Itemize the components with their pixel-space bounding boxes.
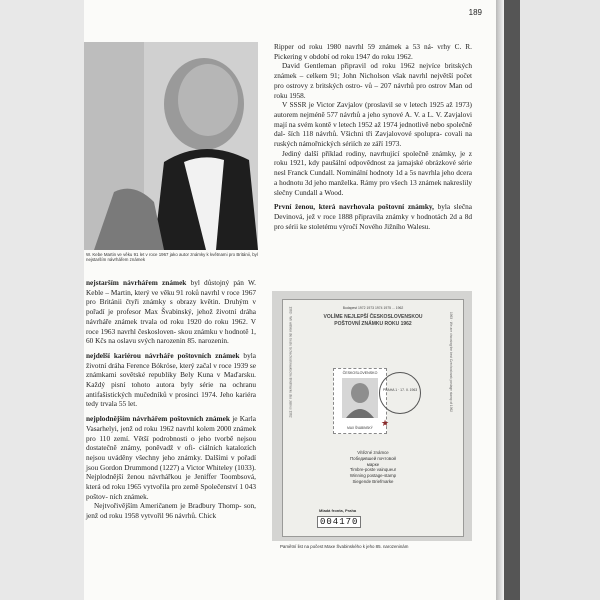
left-column-text	[86, 278, 256, 521]
elderly-man-portrait-image	[84, 42, 258, 250]
paragraph-gentleman: David Gentleman připravil od roku 1962 nejvíce britských známek – celkem 91; John Nicholson však navrhl největší počet pro ostrovy z britských ostro- vů – 207 návrhů pro ostrov Man od roku 1958.	[274, 61, 472, 100]
paragraph-longest-career: nejdelší kariérou návrháře poštovních známek byla životní dráha Ference Bókróse, který začal v roce 1939 se známkami sovětské republiky Bely Kuna v Maďarsku. Každý pisní tohoto autora byly série na ochranu antifašistických mučedníků v prosinci 1974. Jeho kariéra tedy trvala 55 let.	[86, 350, 256, 409]
paragraph-most-prolific: nejplodnějším návrhářem poštovních známek je Karla Vasarhelyi, jenž od roku 1962 navrhl kolem 2000 známek pro 110 zemí. Větší podrobnosti o jeho tvorbě nejsou dostatečně známy, poněvadž v ofi- ciálních katalozích nejsou uváděny všechny jeho známky. Dalšími v pořadí jsou Gordon Drummond (1227) a Victor Whiteley (1033). Nejplodnější ženou návrhářkou je Jeniffer Toombsová, která od roku 1965 vytvořila pro země Společenství 1 043 poštov- ních známek.	[86, 414, 256, 501]
book-spine-shadow	[496, 0, 504, 600]
photo-caption: W. Kebe Martin ve věku 91 let v roce 1967 jako autor známky k květnami pro Británii, byl nejstarším návrhářem známek	[86, 252, 258, 263]
paragraph-oldest-designer: nejstarším návrhářem známek byl důstojný pán W. Keble – Martin, který ve věku 91 roků navrhl v roce 1967 pro Británii čtyři známky s obrazy květin. Druhým v pořadí je profesor Max Švabinský, jehož životní dráha návrháře známek trvala od roku 1920 do roku 1962. V roce 1963 navrhl českosloven- skou známku v hodnotě 1, 60 Kčs na oslavu svých narozenin 85. narozenin.	[86, 278, 257, 346]
star-icon: ★	[381, 418, 390, 428]
commemorative-sheet	[282, 299, 464, 537]
paragraph-zavjalov: V SSSR je Victor Zavjalov (proslavil se v letech 1925 až 1973) autorem nejméně 577 návrhů a jeho synové A. V. a L. V. Zavjalovi mají na svém kontě v letech 1952 až 1974 jednotlivě nebo společně dal- ších 118 návrhů. Všichni tři Zavjalovové spolupra- covali na ruských námořnických sériích ze září 1973.	[274, 100, 472, 149]
sheet-header-1: VOLÍME NEJLEPŠÍ ČESKOSLOVENSKOU	[323, 314, 423, 320]
paragraph-first-woman: První ženou, která navrhovala poštovní známky, byla slečna Devinová, jež v roce 1888 připravila známky v hodnotách 2d a 8d pro sérii ke stoletému výročí Nového Jižního Walesu.	[274, 202, 472, 231]
postage-stamp	[333, 368, 390, 434]
sheet-serial-number: 004170	[317, 516, 361, 528]
sheet-multilingual-text: Vítězné známce Победившей почтовой марке Timbre-poste vainqueur Winning postage-stamp Siegende Briefmarke	[349, 450, 397, 484]
book-page	[84, 0, 496, 600]
portrait-photo	[84, 42, 258, 250]
right-column-text	[274, 42, 472, 231]
sheet-caption: Pamětní list na počest Maxe Švabinského k jeho 85. narozeninám	[280, 544, 409, 549]
background-surface	[520, 0, 600, 600]
sheet-vertical-left-text: 1963 · Wir wählen die beste tschechoslowakische Briefmarke des Jahres 1962	[288, 306, 293, 418]
sheet-publisher: Mladá fronta, Praha	[319, 508, 357, 513]
paragraph-american-designer: Nejtvořivějším Američanem je Bradbury Thomp- son, jenž od roku 1958 vytvořil 96 návrhů. Chick	[86, 501, 256, 521]
paragraph-ripper: Ripper od roku 1980 navrhl 59 známek a 53 ná- vrhy C. R. Pickering v období od roku 1947 do roku 1962.	[274, 42, 472, 61]
postmark-text: PRAHA 1 · 17. II. 1963	[382, 388, 418, 392]
paragraph-cundall-family: Jediný další příklad rodiny, navrhující společně známky, je z roku 1921, kdy paušální odpovědnost za jamajské obrázkové série nesl Franck Cundall. Nominální hodnoty 1d a 5s navrhla jeho dcera a hodnotu 3d jeho manželka. Rámy pro všech 13 známek nakreslily slečny Cundall a Wood.	[274, 148, 472, 197]
stamp-portrait-image	[342, 378, 378, 418]
commemorative-sheet-photo	[272, 291, 472, 541]
sheet-header-2: POŠTOVNÍ ZNÁMKU ROKU 1962	[334, 321, 412, 327]
stamp-caption: MAX ŠVABINSKÝ	[347, 426, 373, 430]
stamp-country-label: ČESKOSLOVENSKO	[342, 371, 378, 375]
sheet-vertical-right-text: 1963 · We are choosing the best Czechoslovak postage stamp of 1962	[449, 311, 454, 413]
page-number: 189	[468, 8, 482, 17]
postmark-stamp	[379, 372, 421, 414]
sheet-top-line: Budapest 1972 1973 1974 1975 ... 1962	[342, 306, 404, 310]
book-edge	[504, 0, 520, 600]
